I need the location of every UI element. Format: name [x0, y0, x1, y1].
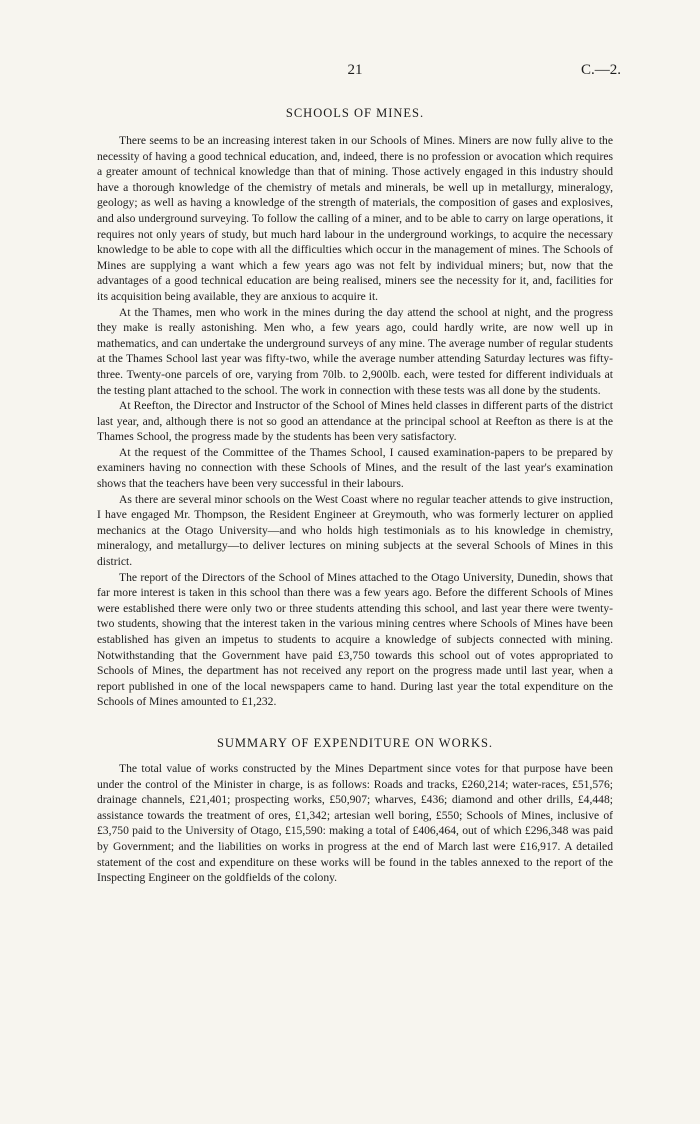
- paragraph: As there are several minor schools on the West Coast where no regular teacher attends to give instruction, I have engaged Mr. Thompson, the Resident Engineer at Greymouth, who was formerly lecturer on applied mechanics at the Otago University—and who holds high testimonials as to his knowledge in chemistry, mineralogy, and metallurgy—to deliver lectures on mining subjects at the several Schools of Mines in this district.: [97, 492, 613, 569]
- paragraph: At Reefton, the Director and Instructor of the School of Mines held classes in different parts of the district last year, and, although there is not so good an attendance at the principal school at Reefton as there is at the Thames School, the progress made by the students has been very satisfactory.: [97, 399, 613, 444]
- document-page: [97, 62, 621, 886]
- paragraph: The report of the Directors of the School of Mines attached to the Otago University, Dunedin, shows that far more interest is taken in this school than there was a few years ago. Before the different Schools of Mines were established there were only two or three students attending this school, and last year there were twenty-two students, showing that the interest taken in the various mining centres where Schools of Mines have been established has given an impetus to students to acquire a knowledge of subjects connected with mining. Notwithstanding that the Government have paid £3,750 towards this school out of votes appropriated to Schools of Mines, the department has not received any report on the progress made until last year, when a report published in one of the local newspapers came to hand. During last year the total expenditure on the Schools of Mines amounted to £1,232.: [97, 570, 613, 709]
- paragraph: There seems to be an increasing interest taken in our Schools of Mines. Miners are now fully alive to the necessity of having a good technical education, and, indeed, there is no profession or avocation which requires a greater amount of technical knowledge than that of mining. Those actively engaged in this industry should have a thorough knowledge of the chemistry of metals and minerals, be well up in metallurgy, mineralogy, geology; as well as having a knowledge of the strength of materials, the composition of gases and explosives, and also underground surveying. To follow the calling of a miner, and to be able to carry on large operations, it requires not only years of study, but much hard labour in the underground workings, to acquire the necessary knowledge to be able to cope with all the difficulties which occur in the management of mines. The Schools of Mines are supplying a want which a few years ago was not felt by individual miners; but, now that the advantages of a good technical education are being realised, miners see the necessity for it, and, facilities for its acquisition being available, they are anxious to acquire it.: [97, 134, 613, 303]
- paragraph: The total value of works constructed by the Mines Department since votes for that purpose have been under the control of the Minister in charge, is as follows: Roads and tracks, £260,214; water-races, £51,576; drainage channels, £21,401; prospecting works, £50,907; wharves, £436; diamond and other drills, £4,448; assistance towards the treatment of ores, £1,342; artesian well boring, £550; Schools of Mines, inclusive of £3,750 paid to the University of Otago, £15,590: making a total of £406,464, out of which £296,348 was paid by Government; and the liabilities on works in progress at the end of March last were £16,917. A detailed statement of the cost and expenditure on these works will be found in the tables annexed to the report of the Inspecting Engineer on the goldfields of the colony.: [97, 761, 613, 885]
- section-title: SUMMARY OF EXPENDITURE ON WORKS.: [216, 735, 494, 750]
- section-summary-of-expenditure: [97, 736, 613, 886]
- paragraph: At the request of the Committee of the Thames School, I caused examination-papers to be prepared by examiners having no connection with these Schools of Mines, and the result of the last year's examination shows that the teachers have been very successful in their labours.: [97, 445, 613, 491]
- paragraph: At the Thames, men who work in the mines during the day attend the school at night, and the progress they make is really astonishing. Men who, a few years ago, could hardly write, are now well up in mathematics, and can undertake the underground surveys of any mine. The average number of regular students at the Thames School last year was fifty-two, while the average number attending Saturday lectures was fifty-three. Twenty-one parcels of ore, varying from 70lb. to 2,900lb. each, were tested for different individuals at the testing plant attached to the school. The work in connection with these tests was all done by the students.: [97, 305, 613, 397]
- page-header: [97, 62, 621, 84]
- section-title: SCHOOLS OF MINES.: [285, 106, 425, 120]
- page-number: 21: [347, 62, 363, 78]
- document-code: C.—2.: [580, 62, 621, 78]
- section-schools-of-mines: [97, 106, 613, 710]
